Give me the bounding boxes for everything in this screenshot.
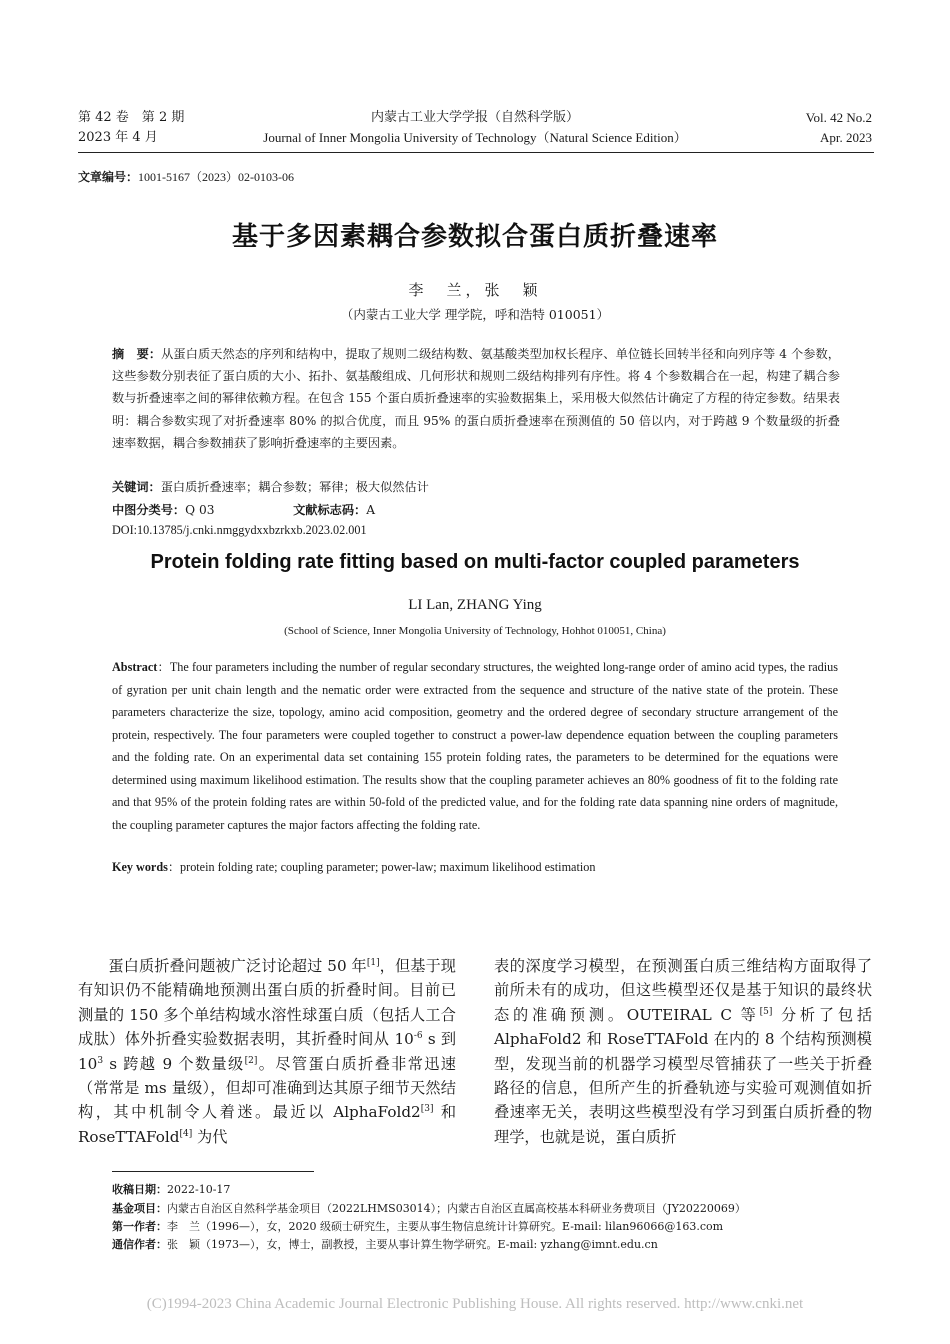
first-author-label: 第一作者：	[112, 1220, 167, 1233]
citation-ref-5[interactable]: [5]	[759, 1006, 773, 1017]
abstract-cn	[112, 343, 840, 454]
body-left-p1: 蛋白质折叠问题被广泛讨论超过 50 年	[108, 957, 367, 975]
citation-ref-2[interactable]: [2]	[244, 1055, 258, 1066]
header-vol-cn: 第 42 卷 第 2 期	[78, 110, 185, 125]
authors-en: LI Lan, ZHANG Ying	[408, 597, 542, 613]
doc-code-value: A	[366, 503, 376, 517]
keywords-en-sep: ：	[167, 860, 181, 874]
body-right-p1: 表的深度学习模型，在预测蛋白质三维结构方面取得了前所未有的成功，但这些模型还仅是基于知识的最终状态的准确预测。OUTEIRAL C 等	[494, 957, 872, 1024]
keywords-en-label: Key words	[112, 860, 168, 874]
keywords-cn-label: 关键词：	[112, 480, 161, 494]
abstract-cn-text: 从蛋白质天然态的序列和结构中，提取了规则二级结构数、氨基酸类型加权长程序、单位链长回转半径和向列序等 4 个参数，这些参数分别表征了蛋白质的大小、拓扑、氨基酸组成、几何形状和规则二级结构排列有序性。将 4 个参数耦合在一起，构建了耦合参数与折叠速率之间的幂律依赖方程。在包含 155 个蛋白质折叠速率的实验数据集上，采用极大似然估计确定了方程的待定参数。结果表明：耦合参数实现了对折叠速率 80% 的拟合优度，而且 95% 的蛋白质折叠速率在预测值的 50 倍以内，对于跨越 9 个数量级的折叠速率数据，耦合参数捕获了影响折叠速率的主要因素。	[112, 347, 840, 450]
affiliation-en: (School of Science, Inner Mongolia University of Technology, Hohhot 010051, China)	[284, 625, 666, 637]
footnote-first-author	[112, 1217, 872, 1236]
doc-code-label: 文献标志码：	[293, 503, 367, 517]
body-left-p4: s 跨越 9 个数量级	[103, 1054, 245, 1073]
exponent-1: -6	[413, 1031, 423, 1042]
body-left-p7: 为代	[192, 1127, 228, 1146]
fund-label: 基金项目：	[112, 1202, 167, 1215]
abstract-cn-label: 摘 要：	[112, 347, 162, 361]
corr-author-label: 通信作者：	[112, 1238, 167, 1251]
clc-label: 中图分类号：	[112, 503, 186, 517]
header-journal-cn: 内蒙古工业大学学报（自然科学版）	[370, 110, 579, 125]
title-cn: 基于多因素耦合参数拟合蛋白质折叠速率	[231, 222, 718, 252]
header-journal-en: Journal of Inner Mongolia University of Technology（Natural Science Edition）	[263, 130, 687, 145]
body-right-p2: 分析了包括 AlphaFold2 和 RoseTTAFold 在内的 8 个结构预测模型，发现当前的机器学习模型尽管捕获了一些关于折叠路径的信息，但所产生的折叠轨迹与实验可观测值如折叠速率无关，表明这些模型没有学习到蛋白质折叠的物理学，也就是说，蛋白质折	[494, 1005, 873, 1146]
abstract-en-label: Abstract	[112, 660, 158, 674]
keywords-cn	[112, 478, 429, 495]
copyright-watermark: (C)1994-2023 China Academic Journal Electronic Publishing House. All rights reserved. http://www.cnki.net	[146, 1296, 804, 1312]
header-date-cn: 2023 年 4 月	[78, 130, 158, 145]
header-date-en: Apr. 2023	[820, 130, 872, 145]
first-author-text: 李 兰（1996—），女，2020 级硕士研究生，主要从事生物信息统计计算研究。E-mail: lilan96066@163.com	[167, 1220, 724, 1233]
article-number-value: 1001-5167（2023）02-0103-06	[138, 170, 295, 184]
footnote-fund	[112, 1199, 872, 1218]
abstract-en-text: The four parameters including the number of regular secondary structures, the weighted long-range order of amino acid types, the radius of gyration per unit chain length and the nematic order were extracted from the sequence and structure of the native state of the protein. These parameters characterize the size, topology, amino acid composition, geometry and the ordered degree of secondary structure arrangement of the protein, respectively. The four parameters were coupled together to construct a power-law dependence equation between the coupling parameters and the folding rate. On an experimental data set containing 155 protein folding rates, the parameters to be determined for the equations were determined using maximum likelihood estimation. The results show that the coupling parameter achieves an 80% goodness of fit to the folding rate and that 95% of the protein folding rates are within 50-fold of the predicted value, and for the folding rate data spanning nine orders of magnitude, the coupling parameter captures the major factors affecting the folding rate.	[112, 660, 838, 832]
header-vol-en: Vol. 42 No.2	[805, 110, 872, 125]
body-column-left	[78, 954, 456, 1149]
footnote-corresponding-author	[112, 1235, 872, 1254]
citation-ref-1[interactable]: [1]	[366, 957, 380, 968]
citation-ref-3[interactable]: [3]	[420, 1104, 434, 1115]
abstract-en	[112, 656, 838, 836]
authors-cn: 李 兰，张 颖	[408, 281, 542, 299]
keywords-cn-text: 蛋白质折叠速率；耦合参数；幂律；极大似然估计	[160, 480, 429, 494]
corr-author-text: 张 颖（1973—），女，博士，副教授，主要从事计算生物学研究。E-mail: yzhang@imnt.edu.cn	[167, 1238, 658, 1251]
article-number	[78, 168, 294, 185]
classification	[112, 501, 375, 518]
body-column-right	[494, 954, 872, 1149]
keywords-en	[112, 858, 595, 875]
exponent-2: 3	[97, 1055, 104, 1066]
affiliation-cn: （内蒙古工业大学 理学院，呼和浩特 010051）	[340, 307, 610, 322]
fund-text: 内蒙古自治区自然科学基金项目（2022LHMS03014）；内蒙古自治区直属高校基本科研业务费项目（JY20220069）	[167, 1202, 746, 1215]
received-date: 2022-10-17	[167, 1183, 231, 1196]
abstract-en-sep: ：	[157, 660, 170, 674]
body-left-p5: 。尽管蛋白质折叠非常迅速（常常是 ms 量级），但却可准确到达其原子细节天然结构，其中机制令人着迷。最近以 AlphaFold2	[78, 1054, 456, 1122]
header-volume-en	[806, 108, 872, 148]
body-left-p3: s 到 10	[78, 1030, 457, 1073]
title-en: Protein folding rate fitting based on multi-factor coupled parameters	[150, 551, 800, 573]
clc-value: Q 03	[185, 503, 215, 517]
citation-ref-4[interactable]: [4]	[179, 1128, 193, 1139]
footnote-rule	[112, 1171, 314, 1172]
keywords-en-text: protein folding rate; coupling parameter; power-law; maximum likelihood estimation	[180, 860, 596, 874]
body-left-p6: 和 RoseTTAFold	[78, 1103, 457, 1146]
body-left-p2: ，但基于现有知识仍不能精确地预测出蛋白质的折叠时间。目前已测量的 150 多个单结构域水溶性球蛋白质（包括人工合成肽）体外折叠实验数据表明，其折叠时间从 10	[78, 957, 456, 1049]
footnote-received	[112, 1180, 872, 1199]
article-number-label: 文章编号：	[78, 170, 139, 184]
doi: DOI:10.13785/j.cnki.nmggydxxbzrkxb.2023.02.001	[112, 523, 367, 537]
received-label: 收稿日期：	[112, 1183, 167, 1196]
header-rule	[78, 152, 874, 153]
